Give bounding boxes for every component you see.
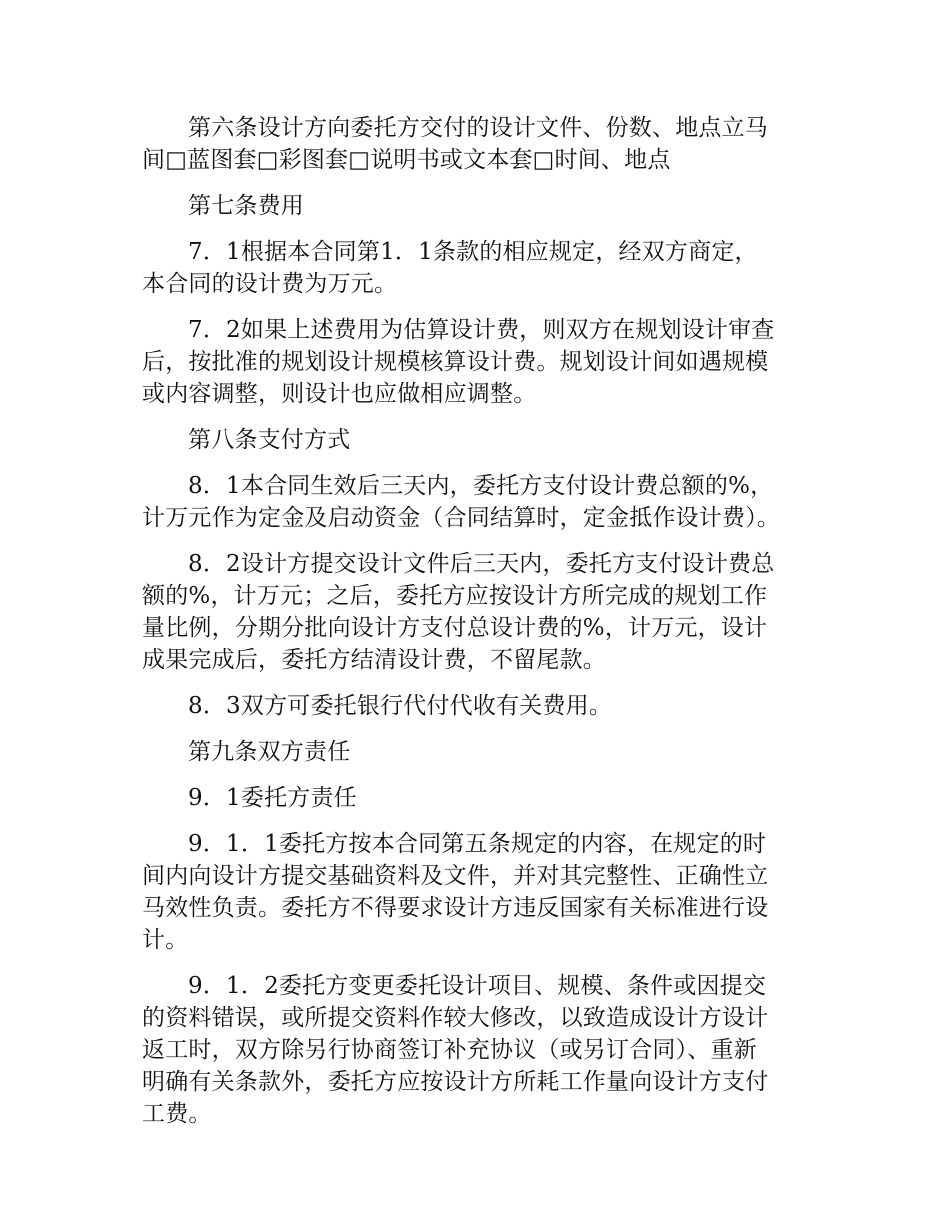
clause-8-heading: 第八条支付方式 — [188, 427, 351, 453]
clause-9-1: 9．1委托方责任 — [188, 785, 357, 811]
clause-9-heading: 第九条双方责任 — [188, 739, 351, 765]
clause-8-1: 8．1本合同生效后三天内，委托方支付设计费总额的%， 计万元作为定金及启动资金（合同结算时，定金抵作设计费）。 — [142, 473, 781, 531]
clause-9-1-1: 9．1．1委托方按本合同第五条规定的内容，在规定的时 间内向设计方提交基础资料及文件，并对其完整性、正确性立 马效性负责。委托方不得要求设计方违反国家有关标准进行设 计。 — [142, 831, 769, 953]
clause-7-1: 7．1根据本合同第1．1条款的相应规定，经双方商定， 本合同的设计费为万元。 — [142, 239, 758, 297]
document-body — [142, 112, 822, 1144]
clause-9-1-2: 9．1．2委托方变更委托设计项目、规模、条件或因提交 的资料错误，或所提交资料作较大修改，以致造成设计方设计 返工时，双方除另行协商签订补充协议（或另订合同）、重新 明确有关条款外，委托方应按设计方所耗工作量向设计方支付 工费。 — [142, 973, 769, 1127]
clause-7-heading: 第七条费用 — [188, 193, 304, 219]
clause-7-2: 7．2如果上述费用为估算设计费，则双方在规划设计审查 后，按批准的规划设计规模核算设计费。规划设计间如遇规模 或内容调整，则设计也应做相应调整。 — [142, 317, 775, 407]
clause-8-2: 8．2设计方提交设计文件后三天内，委托方支付设计费总 额的%，计万元；之后，委托方应按设计方所完成的规划工作 量比例，分期分批向设计方支付总设计费的%，计万元，设计 成果完成后，委托方结清设计费，不留尾款。 — [142, 551, 775, 673]
clause-8-3: 8．3双方可委托银行代付代收有关费用。 — [188, 693, 613, 719]
clause-6-delivery: 第六条设计方向委托方交付的设计文件、份数、地点立马 间□蓝图套□彩图套□说明书或文本套□时间、地点 — [142, 115, 768, 173]
